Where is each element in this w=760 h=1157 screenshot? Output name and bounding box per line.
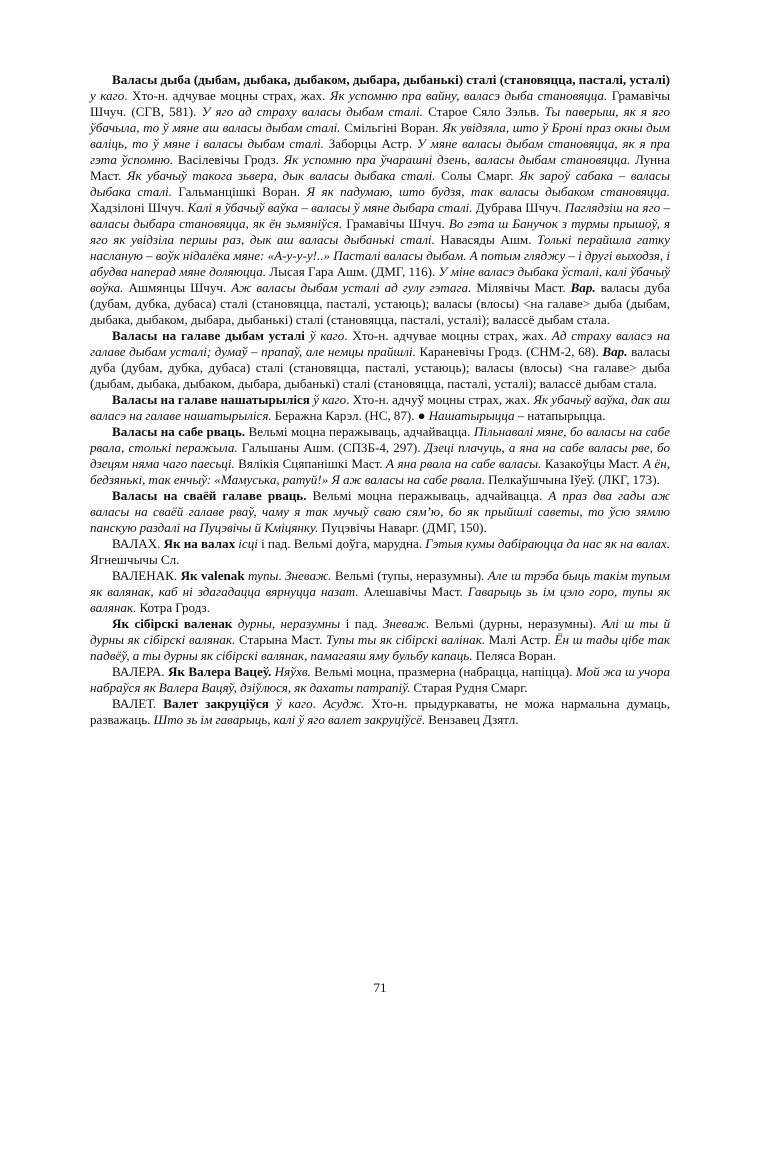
- text-run-italic: У мяне валасы дыбам становяцца, як я пра гэта ўспомню.: [90, 136, 670, 167]
- dictionary-entry: [90, 536, 670, 568]
- text-run-roman: Гальманцішкі Воран.: [171, 184, 307, 199]
- text-run-bold: Валасы на галаве дыбам усталі: [112, 328, 305, 343]
- text-run-roman: Грамавічы Шчуч. (СГВ, 581).: [90, 88, 671, 119]
- text-run-italic: Мой жа ш учора набраўся як Валера Вацяў, дзіўлюся, як дахаты патрапіў.: [90, 664, 670, 695]
- text-run-italic: Няўхв.: [274, 664, 311, 679]
- text-run-roman: валасы дуба (дубам, дубка, дубаса) сталі (становяцца, пасталі, устаюць); валасы (влосы) <на галаве> дыба (дыбам, дыбака, дыбаком, дыбара, дыбанькі) сталі (становяцца, пасталі, усталі); валассё дыбам стала.: [90, 344, 670, 391]
- text-run-roman: Смільгіні Воран.: [340, 120, 443, 135]
- text-run-roman: Котра Гродз.: [136, 600, 210, 615]
- text-run-italic: У яго ад страху валасы дыбам сталі.: [201, 104, 423, 119]
- text-run-roman: Ашмянцы Шчуч.: [123, 280, 232, 295]
- text-run-roman: Васілевічы Гродз.: [173, 152, 284, 167]
- dictionary-entry: [90, 488, 670, 536]
- text-run-bold-italic: Вар.: [602, 344, 628, 359]
- text-run-italic: Алі ш ты й дурны як сібірскі валянак.: [90, 616, 670, 647]
- text-run-italic: Дзеці плачуць, а яна на сабе валасы рве, бо дзецям няма чаго паесьці.: [90, 440, 670, 471]
- text-run-roman: . Хто-н. адчувае моцны страх, жах.: [124, 88, 330, 103]
- text-run-roman: ВАЛАХ.: [112, 536, 164, 551]
- text-run-italic: Як зароў сабака – валасы дыбака сталі.: [90, 168, 670, 199]
- text-run-roman: Навасяды Ашм.: [434, 232, 538, 247]
- text-run-roman: Старая Рудня Смарг.: [410, 680, 528, 695]
- text-run-roman: . Хто-н. адчуў моцны страх, жах.: [346, 392, 534, 407]
- text-run-italic: ў каго: [304, 328, 345, 343]
- text-run-italic: Як убачыў такога зьвера, дык валасы дыбака сталі.: [126, 168, 436, 183]
- text-run-roman: Вельмі (дурны, неразумны).: [429, 616, 602, 631]
- text-run-italic: Ты паверыш, як я яго ўбачыла, то ў мяне аш валасы дыбам сталі.: [90, 104, 670, 135]
- text-run-italic: у каго: [90, 88, 125, 103]
- text-run-italic: Ён ш тады цібе так падвёў, а ты дурны як сібірскі валянак, памагаяш яму бульбу капаць.: [90, 632, 670, 663]
- text-run-roman: Пеляса Воран.: [472, 648, 557, 663]
- text-run-roman: і пад.: [340, 616, 383, 631]
- text-run-roman: Вельмі (тупы, неразумны).: [331, 568, 488, 583]
- dictionary-entry: [90, 328, 670, 392]
- dictionary-entry: [90, 616, 670, 664]
- text-run-italic: Асудж.: [322, 696, 365, 711]
- text-run-roman: Заборцы Астр.: [323, 136, 417, 151]
- text-run-italic: Ад страху валасэ на галаве дыбам усталі; думаў – прапаў, але немцы прайшлі.: [90, 328, 671, 359]
- text-run-bold: Валет закруціўся: [163, 696, 269, 711]
- dictionary-entry: [90, 424, 670, 488]
- text-run-bold-italic: Вар.: [570, 280, 596, 295]
- text-run-bold: Як сібірскі валенак: [112, 616, 233, 631]
- text-run-roman: Ягнешчычы Сл.: [90, 552, 180, 567]
- text-run-roman: ВАЛЕТ.: [112, 696, 164, 711]
- text-run-italic: ісці: [235, 536, 258, 551]
- text-run-roman: Малі Астр.: [485, 632, 555, 647]
- text-run-bold: Валасы на сваёй галаве рваць.: [112, 488, 307, 503]
- text-run-roman: ВАЛЕНАК.: [112, 568, 181, 583]
- text-run-italic: дурны, неразумны: [232, 616, 341, 631]
- text-run-roman: Гальшаны Ашм. (СПЗБ-4, 297).: [237, 440, 425, 455]
- dictionary-entry: [90, 392, 670, 424]
- text-run-bold: Валасы на сабе рваць.: [112, 424, 246, 439]
- text-run-italic: Я як падумаю, што будзя, так валасы дыбаком становяцца.: [306, 184, 671, 199]
- text-run-roman: Лысая Гара Ашм. (ДМГ, 116).: [266, 264, 439, 279]
- text-run-italic: Як убачыў ваўка, дак аш валасэ на галаве нашатырыліся.: [90, 392, 670, 423]
- text-run-roman: валасы дуба (дубам, дубка, дубаса) сталі (становяцца, пасталі, устаюць); валасы (влосы) <на галаве> дыба (дыбам, дыбака, дыбаком, дыбара, дыбанькі) сталі (становяцца, пасталі, усталі); валассё дыбам стала.: [90, 280, 670, 327]
- text-run-roman: Грамавічы Шчуч.: [342, 216, 449, 231]
- text-run-italic: тупы: [244, 568, 279, 583]
- text-run-bold: Валасы на галаве нашатырыліся: [112, 392, 310, 407]
- text-run-roman: Дубрава Шчуч.: [472, 200, 565, 215]
- text-run-roman: Вельмі моцна перажываць, адчайвацца.: [245, 424, 474, 439]
- text-run-roman: Солы Смарг.: [435, 168, 520, 183]
- dictionary-entry: [90, 568, 670, 616]
- text-run-roman: .: [312, 696, 323, 711]
- text-run-italic: ў каго: [268, 696, 313, 711]
- text-run-roman: Хадзілоні Шчуч.: [90, 200, 188, 215]
- text-run-bold: Як Валера Вацеў.: [167, 664, 272, 679]
- text-run-italic: Толькі перайшла гатку насланую – воўк нідалёка мяне: «А-у-у-у!..» Пасталі валасы дыбам. А потым гляджу – і другі выходзя, і абудва наперад мяне доляюцца.: [90, 232, 670, 279]
- text-run-italic: Зневаж.: [285, 568, 332, 583]
- text-run-roman: Вензавец Дзятл.: [425, 712, 519, 727]
- text-run-roman: і пад. Вельмі доўга, марудна.: [257, 536, 426, 551]
- text-run-italic: Гаварыць зь ім цэло горо, тупы як валянак.: [90, 584, 670, 615]
- text-run-roman: Старына Маст.: [235, 632, 327, 647]
- page-body-text: [90, 72, 670, 728]
- text-run-roman: Вельмі моцна перажываць, адчайвацца.: [306, 488, 549, 503]
- text-run-italic: Калі я ўбачыў ваўка – валасы ў мяне дыбара сталі.: [187, 200, 473, 215]
- dictionary-entry: [90, 664, 670, 696]
- text-run-italic: Пільнавалі мяне, бо валасы на сабе рвала, столькі перажыла.: [90, 424, 670, 455]
- text-run-italic: Зневаж.: [382, 616, 430, 631]
- text-run-italic: Але ш трэба быць такім тупым як валянак, каб ні здагадацца вярнуцца назат.: [90, 568, 670, 599]
- text-run-italic: Во гэта ш Банучок з турмы прышоў, я яго як увідзіла першы раз, дык аш валасы дыбанькі сталі.: [90, 216, 671, 247]
- text-run-roman: Караневічы Гродз. (СНМ-2, 68).: [415, 344, 603, 359]
- text-run-italic: Што зь ім гаварыць, калі ў яго валет закруціўсё.: [153, 712, 426, 727]
- text-run-roman: Хто-н. прыдуркаваты, не можа нармальна думаць, разважаць.: [90, 696, 670, 727]
- text-run-bold: Як на валах: [163, 536, 236, 551]
- text-run-italic: Нашатырыцца: [428, 408, 515, 423]
- text-run-italic: Як увідзяла, што ў Броні праз окны дым валіць, то ў мяне і валасы дыбам сталі.: [90, 120, 670, 151]
- page-number: 71: [373, 980, 387, 995]
- text-run-roman: Пуцэвічы Наварг. (ДМГ, 150).: [318, 520, 487, 535]
- text-run-italic: Паглядзіш на яго – валасы дыбара становяцца, як ён зьмяніўся.: [90, 200, 670, 231]
- text-run-italic: ў каго: [309, 392, 347, 407]
- text-run-italic: А праз два гады аж валасы на сваёй галаве рваў, чаму я так мучыў сваю сям’ю, бо як прыйшлі саветы, то ўсю зямлю панскую раздалі на Пуцэвічы й Кміцянку.: [90, 488, 670, 535]
- text-run-roman: Беражна Карэл. (НС, 87). ●: [271, 408, 429, 423]
- text-run-roman: . Хто-н. адчувае моцны страх, жах.: [344, 328, 552, 343]
- text-run-roman: Старое Сяло Зэльв.: [422, 104, 545, 119]
- text-run-roman: Вялікія Сцяпанішкі Маст.: [234, 456, 387, 471]
- text-run-italic: Тупы ты як сібірскі валінак.: [326, 632, 486, 647]
- text-run-italic: Гэтыя кумы дабіраюцца да нас як на валах.: [425, 536, 670, 551]
- dictionary-entry: [90, 696, 670, 728]
- text-run-italic: А яна рвала на сабе валасы.: [386, 456, 542, 471]
- text-run-roman: Алешавічы Маст.: [358, 584, 468, 599]
- text-run-roman: Мілявічы Маст.: [471, 280, 571, 295]
- text-run-roman: Лунна Маст.: [90, 152, 670, 183]
- text-run-bold: Як valenak: [180, 568, 245, 583]
- text-run-roman: Пелкаўшчына Іўеў. (ЛКГ, 173).: [485, 472, 660, 487]
- text-run-roman: Вельмі моцна, празмерна (набрацца, напіцца).: [310, 664, 576, 679]
- text-run-italic: Як успомню пра ўчарашні дзень, валасы дыбам становяцца.: [283, 152, 631, 167]
- text-run-roman: Казакоўцы Маст.: [541, 456, 643, 471]
- text-run-bold: Валасы дыба (дыбам, дыбака, дыбаком, дыбара, дыбанькі) сталі (становяцца, пасталі, усталі): [112, 72, 670, 87]
- text-run-roman: – натапырыцца.: [514, 408, 606, 423]
- dictionary-entry: [90, 72, 670, 328]
- text-run-italic: Аж валасы дыбам усталі ад гулу гэтага.: [231, 280, 472, 295]
- text-run-italic: У міне валасэ дыбака ўсталі, калі ўбачыў воўка.: [90, 264, 670, 295]
- text-run-italic: Як успомню пра вайну, валасэ дыба становяцца.: [329, 88, 608, 103]
- text-run-italic: А ён, бедзянькі, так енчыў: «Мамуська, ратуй!» Я аж валасы на сабе рвала.: [90, 456, 671, 487]
- text-run-roman: ВАЛЕРА.: [112, 664, 168, 679]
- text-run-roman: .: [278, 568, 286, 583]
